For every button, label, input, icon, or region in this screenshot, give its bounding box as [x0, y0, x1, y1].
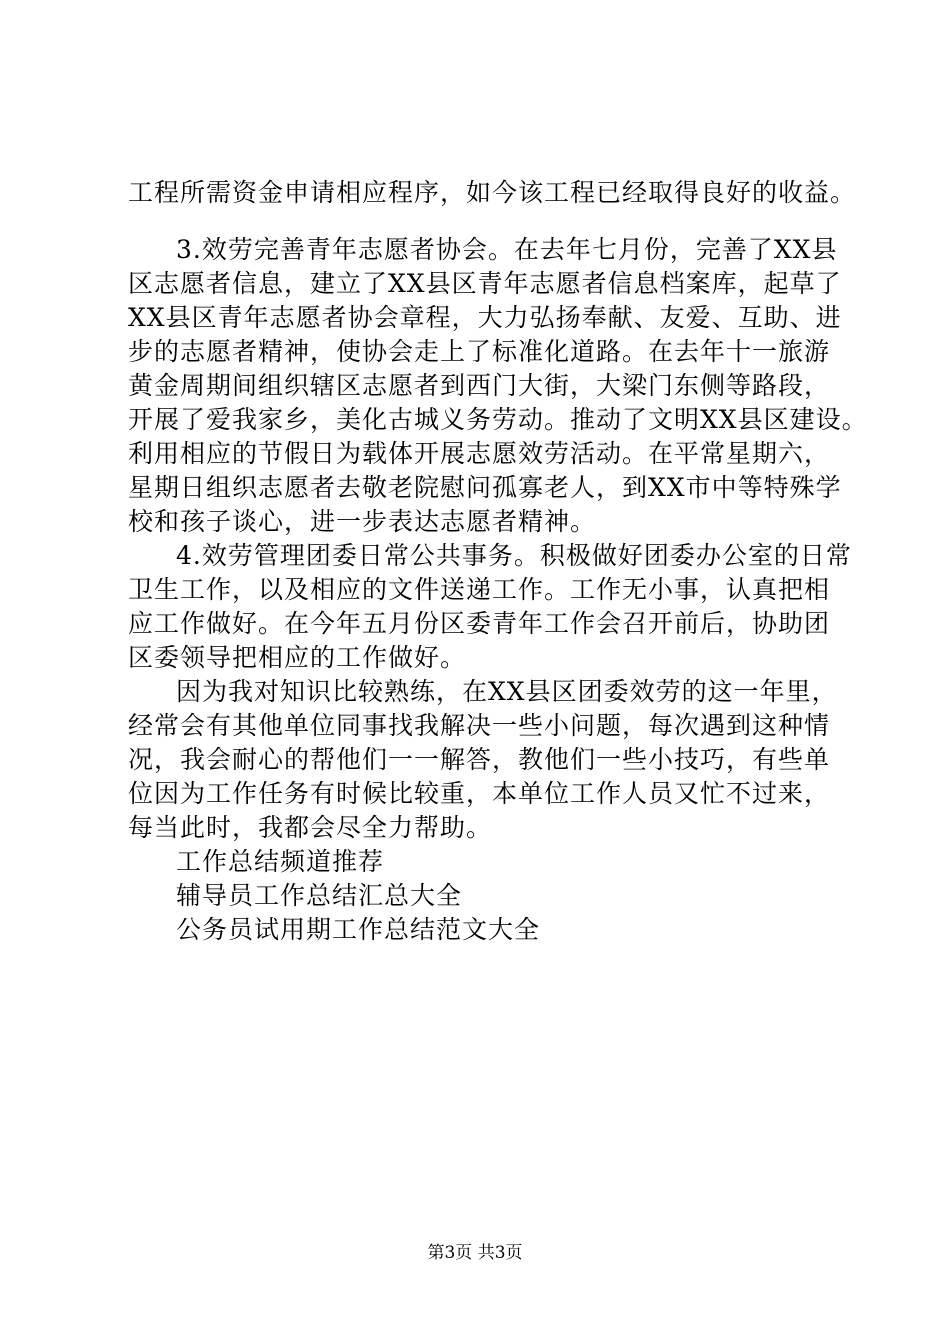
recommendation-link[interactable]: 辅导员工作总结汇总大全 [176, 881, 463, 910]
paragraph-line: 工程所需资金申请相应程序，如今该工程已经取得良好的收益。 [128, 178, 857, 207]
paragraph-line: 区志愿者信息，建立了XX县区青年志愿者信息档案库，起草了 [128, 269, 842, 298]
paragraph-line: 黄金周期间组织辖区志愿者到西门大街，大梁门东侧等路段， [128, 371, 831, 400]
recommendation-heading: 工作总结频道推荐 [176, 847, 385, 876]
paragraph-line: 星期日组织志愿者去敬老院慰问孤寡老人，到XX市中等特殊学 [128, 473, 842, 502]
paragraph-line: 经常会有其他单位同事找我解决一些小问题，每次遇到这种情 [128, 711, 831, 740]
paragraph-line: 卫生工作，以及相应的文件送递工作。工作无小事，认真把相 [128, 575, 831, 604]
paragraph-line: 开展了爱我家乡，美化古城义务劳动。推动了文明XX县区建设。 [128, 405, 868, 434]
paragraph-line: XX县区青年志愿者协会章程，大力弘扬奉献、友爱、互助、进 [128, 303, 842, 332]
paragraph-line: 利用相应的节假日为载体开展志愿效劳活动。在平常星期六， [128, 439, 831, 468]
page-number-footer: 第3页 共3页 [427, 1243, 523, 1263]
paragraph-line: 步的志愿者精神，使协会走上了标准化道路。在去年十一旅游 [128, 337, 831, 366]
paragraph-line: 每当此时，我都会尽全力帮助。 [128, 813, 493, 842]
paragraph-line: 应工作做好。在今年五月份区委青年工作会召开前后，协助团 [128, 609, 831, 638]
paragraph-line: 位因为工作任务有时候比较重，本单位工作人员又忙不过来， [128, 779, 831, 808]
recommendation-link[interactable]: 公务员试用期工作总结范文大全 [176, 915, 541, 944]
paragraph-line: 4.效劳管理团委日常公共事务。积极做好团委办公室的日常 [176, 541, 852, 570]
paragraph-line: 因为我对知识比较熟练，在XX县区团委效劳的这一年里， [176, 677, 838, 706]
paragraph-line: 校和孩子谈心，进一步表达志愿者精神。 [128, 507, 597, 536]
paragraph-line: 况，我会耐心的帮他们一一解答，教他们一些小技巧，有些单 [128, 745, 831, 774]
paragraph-line: 3.效劳完善青年志愿者协会。在去年七月份，完善了XX县 [176, 235, 838, 264]
paragraph-line: 区委领导把相应的工作做好。 [128, 643, 467, 672]
